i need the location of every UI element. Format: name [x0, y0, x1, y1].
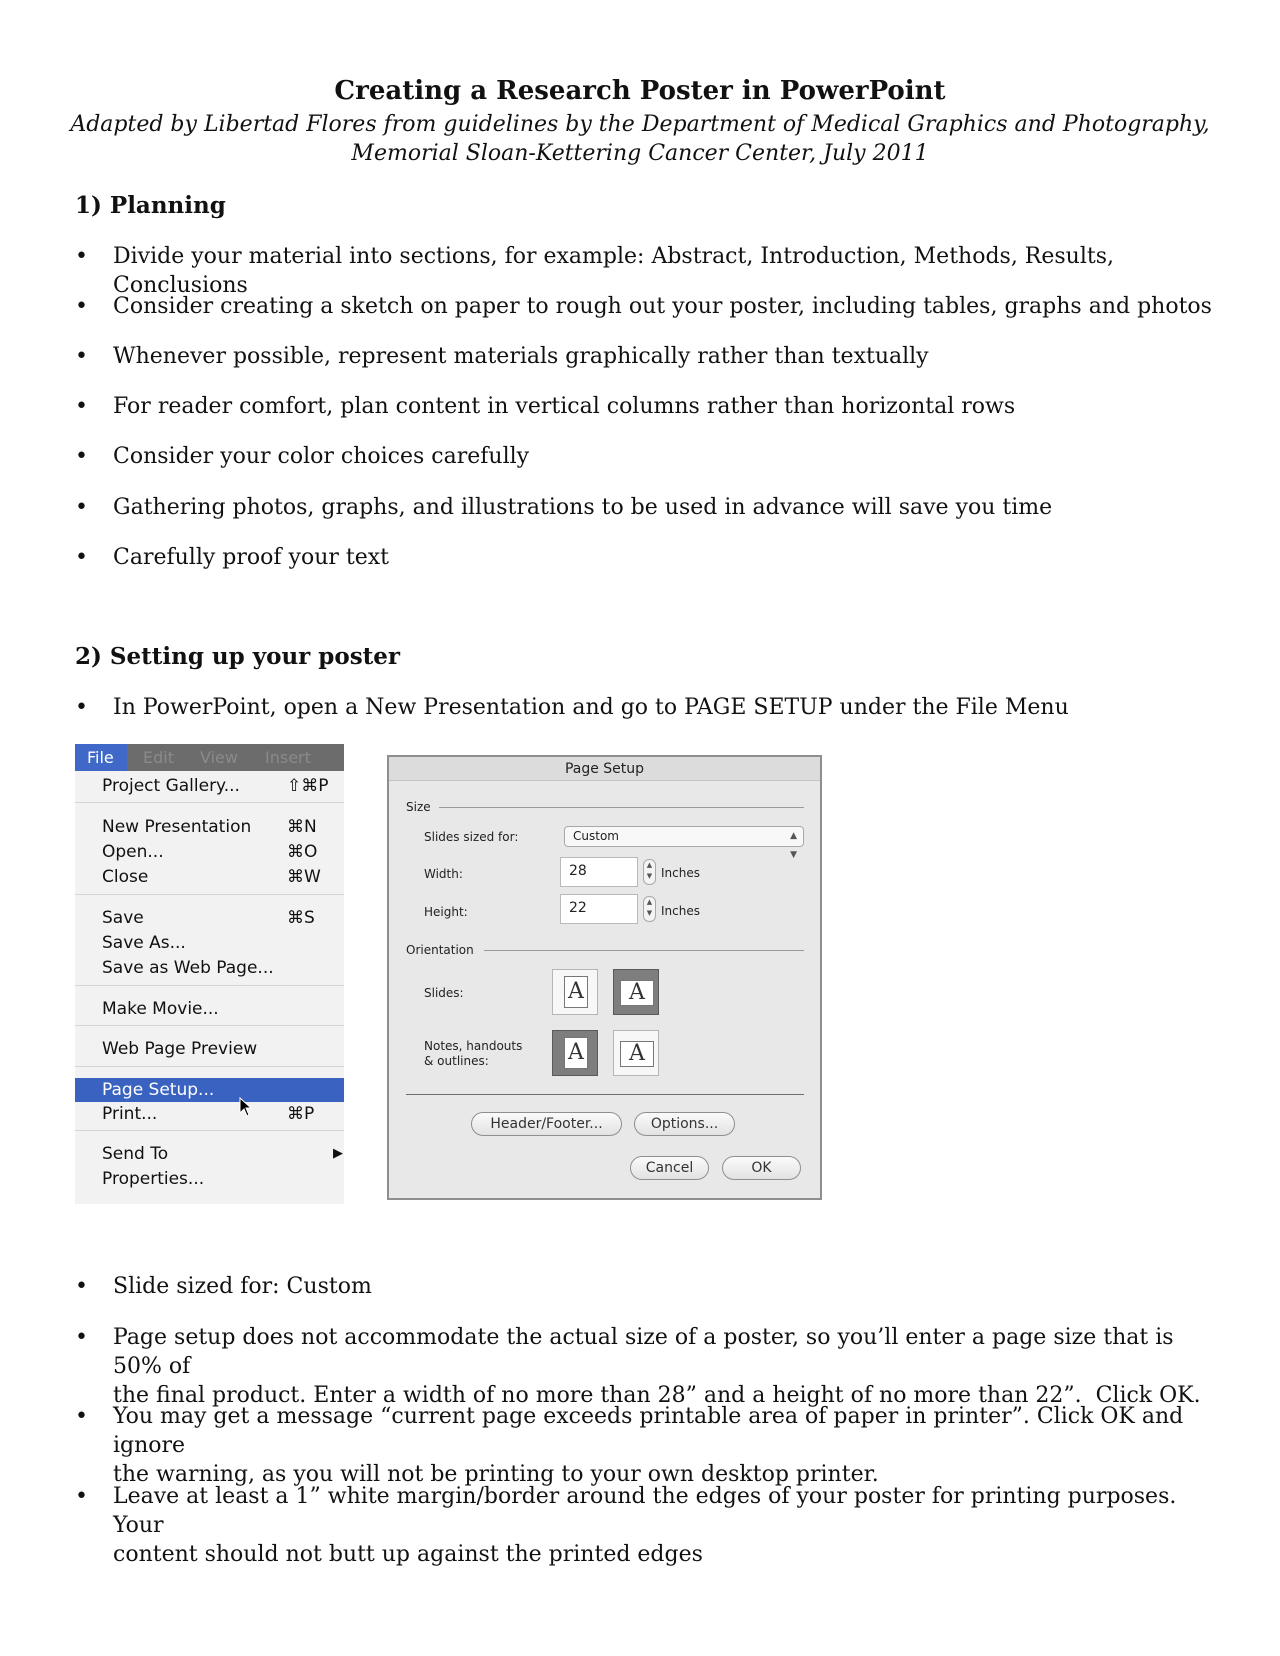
list-item-text: Gathering photos, graphs, and illustrations to be used in advance will save you time	[113, 495, 1053, 520]
bullet-icon: •	[75, 294, 88, 319]
page-setup-dialog	[387, 755, 822, 1200]
orientation-group-label: Orientation	[406, 943, 474, 957]
menu-view[interactable]: View	[200, 748, 238, 767]
menu-item-properties[interactable]: Properties...	[102, 1169, 205, 1189]
select-arrows-icon: ▲ ▼	[790, 831, 797, 860]
notes-orientation-label: Notes, handouts & outlines:	[424, 1039, 523, 1068]
list-item-text: Consider your color choices carefully	[113, 444, 530, 469]
file-menu-screenshot	[75, 744, 344, 1204]
size-group-label: Size	[406, 800, 431, 814]
portrait-page-icon: A	[564, 976, 588, 1008]
menu-item-web-page-preview[interactable]: Web Page Preview	[102, 1039, 258, 1059]
menu-bar	[75, 744, 344, 771]
menu-item-project-gallery[interactable]: Project Gallery... ⇧⌘P	[102, 776, 329, 796]
list-item-text: Consider creating a sketch on paper to rough out your poster, including tables, graphs and photos	[113, 294, 1212, 319]
menu-item-open[interactable]: Open... ⌘O	[102, 842, 318, 862]
menu-separator	[75, 985, 344, 986]
dialog-title: Page Setup	[389, 757, 820, 781]
menu-insert[interactable]: Insert	[265, 748, 311, 767]
bullet-icon: •	[75, 495, 88, 520]
menu-separator	[75, 894, 344, 895]
submenu-arrow-icon: ▶	[333, 1146, 343, 1161]
height-stepper[interactable]: ▲ ▼	[643, 896, 656, 922]
menu-item-make-movie[interactable]: Make Movie...	[102, 999, 219, 1019]
menu-edit[interactable]: Edit	[143, 748, 174, 767]
slides-portrait-option[interactable]	[552, 969, 598, 1015]
bullet-icon: •	[75, 1484, 88, 1509]
menu-separator	[75, 1025, 344, 1026]
list-item-text: You may get a message “current page exceeds printable area of paper in printer”. Click OK and ignore the warning, as you will not be printing to your own desktop printer.	[113, 1404, 1184, 1487]
menu-item-close[interactable]: Close ⌘W	[102, 867, 321, 887]
document-title: Creating a Research Poster in PowerPoint	[334, 76, 946, 106]
bullet-icon: •	[75, 444, 88, 469]
slides-orientation-label: Slides:	[424, 986, 464, 1000]
list-item-text: For reader comfort, plan content in vertical columns rather than horizontal rows	[113, 394, 1016, 419]
notes-portrait-option[interactable]	[552, 1030, 598, 1076]
bullet-icon: •	[75, 695, 88, 720]
list-item-text: Slide sized for: Custom	[113, 1274, 372, 1299]
portrait-page-icon: A	[564, 1037, 588, 1069]
menu-separator	[75, 802, 344, 803]
menu-item-save-as[interactable]: Save As...	[102, 933, 186, 953]
list-item-text: Divide your material into sections, for example: Abstract, Introduction, Methods, Results, Conclusions	[113, 244, 1122, 298]
section-heading-setup: 2) Setting up your poster	[75, 643, 401, 670]
landscape-page-icon: A	[620, 980, 654, 1006]
menu-item-save-as-web-page[interactable]: Save as Web Page...	[102, 958, 274, 978]
header-footer-button[interactable]: Header/Footer...	[471, 1112, 622, 1136]
bullet-icon: •	[75, 244, 88, 269]
menu-item-send-to[interactable]: Send To ▶	[102, 1144, 343, 1164]
slides-sized-for-select[interactable]: Custom ▲ ▼	[564, 826, 804, 847]
list-item-text: In PowerPoint, open a New Presentation and go to PAGE SETUP under the File Menu	[113, 695, 1069, 720]
list-item-text: Whenever possible, represent materials graphically rather than textually	[113, 344, 929, 369]
width-label: Width:	[424, 867, 463, 881]
landscape-page-icon: A	[620, 1041, 654, 1067]
slides-landscape-option[interactable]	[613, 969, 659, 1015]
subtitle-line-1: Adapted by Libertad Flores from guidelines by the Department of Medical Graphics and Photography,	[70, 112, 1210, 137]
cancel-button[interactable]: Cancel	[630, 1156, 709, 1180]
slides-sized-for-label: Slides sized for:	[424, 830, 519, 844]
menu-item-save[interactable]: Save ⌘S	[102, 908, 315, 928]
list-item-text: Carefully proof your text	[113, 545, 389, 570]
menu-item-page-setup[interactable]: Page Setup...	[75, 1078, 344, 1102]
list-item-text: Page setup does not accommodate the actual size of a poster, so you’ll enter a page size that is 50% of the final product. Enter a width of no more than 28” and a height of no more than 22”. Click OK.	[113, 1325, 1201, 1408]
bullet-icon: •	[75, 1404, 88, 1429]
subtitle-line-2: Memorial Sloan-Kettering Cancer Center, July 2011	[351, 141, 929, 166]
divider	[439, 807, 804, 808]
menu-separator	[75, 1130, 344, 1131]
options-button[interactable]: Options...	[634, 1112, 735, 1136]
menu-file[interactable]: File	[75, 744, 127, 771]
bullet-icon: •	[75, 394, 88, 419]
width-unit-label: Inches	[661, 866, 700, 880]
ok-button[interactable]: OK	[722, 1156, 801, 1180]
menu-item-new-presentation[interactable]: New Presentation ⌘N	[102, 817, 317, 837]
bullet-icon: •	[75, 344, 88, 369]
width-field[interactable]: 28	[560, 857, 638, 887]
section-heading-planning: 1) Planning	[75, 192, 226, 219]
bullet-icon: •	[75, 545, 88, 570]
width-stepper[interactable]: ▲ ▼	[643, 859, 656, 885]
menu-separator	[75, 1066, 344, 1067]
list-item-text: Leave at least a 1” white margin/border around the edges of your poster for printing purposes. Your content should not butt up against the printed edges	[113, 1484, 1177, 1567]
bullet-icon: •	[75, 1325, 88, 1350]
divider	[406, 1094, 804, 1095]
document-subtitle	[0, 110, 1280, 168]
height-label: Height:	[424, 905, 468, 919]
height-unit-label: Inches	[661, 904, 700, 918]
bullet-icon: •	[75, 1274, 88, 1299]
height-field[interactable]: 22	[560, 894, 638, 924]
divider	[484, 950, 804, 951]
notes-landscape-option[interactable]	[613, 1030, 659, 1076]
mouse-pointer-icon	[239, 1097, 253, 1117]
menu-item-print[interactable]: Print... ⌘P	[102, 1104, 315, 1124]
